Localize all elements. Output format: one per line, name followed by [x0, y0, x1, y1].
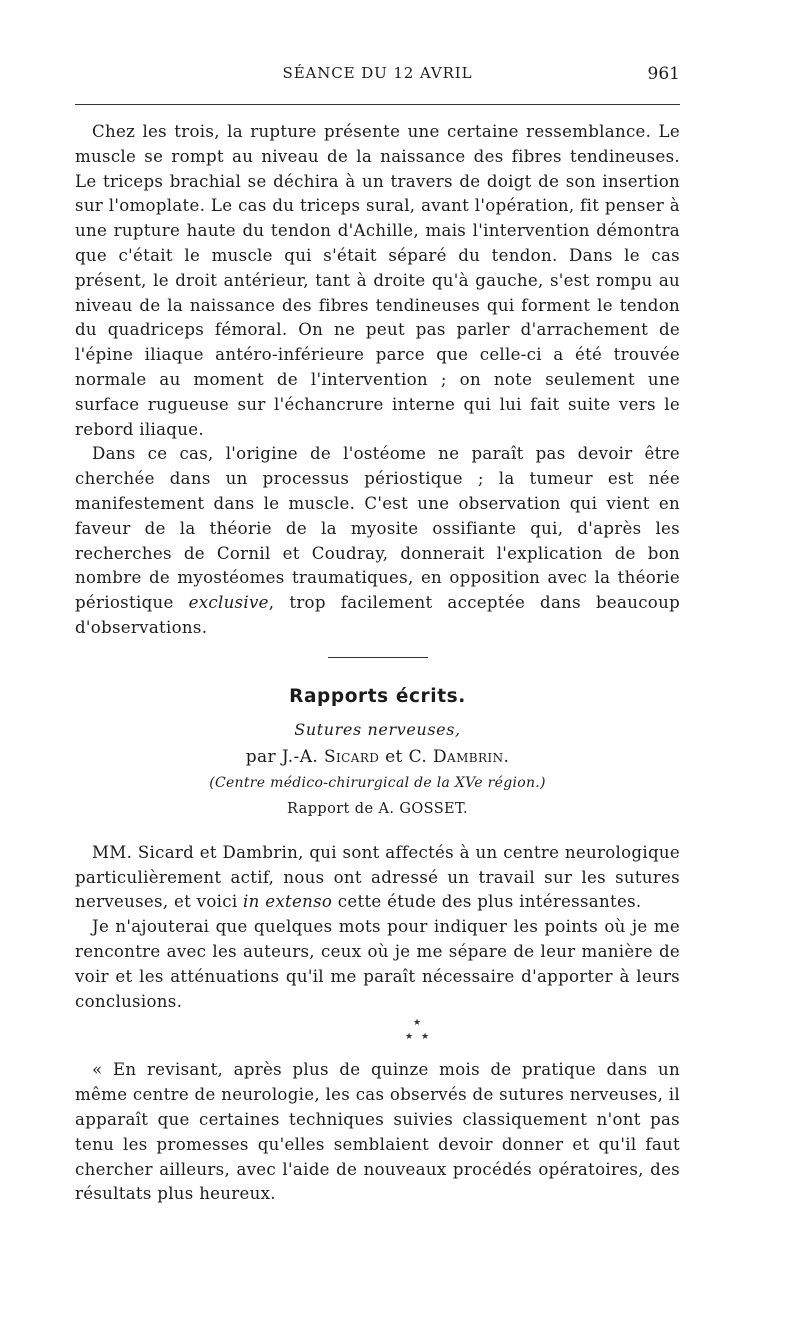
paragraph-osteome-end: , trop facilement acceptée dans beaucoup d'observations.	[75, 593, 680, 637]
authors-join: et C.	[379, 746, 433, 767]
paragraph-mm-text: MM. Sicard et Dambrin, qui sont affectés à un centre neurologique particulièrement actif, nous ont adressé un travail sur les sutures nerveuses, et voici	[75, 842, 680, 912]
emphasis-exclusive: exclusive	[188, 593, 269, 613]
header-rule	[75, 104, 680, 105]
paragraph-quotation: « En revisant, après plus de quinze mois de pratique dans un même centre de neurologie, les cas observés de sutures nerveuses, il apparaît que certaines techniques suivies classiquement n'ont pas tenu les promesses qu'elles semblaient devoir donner et qu'il faut chercher ailleurs, avec l'aide de nouveaux procédés opératoires, des résultats plus heureux.	[75, 1060, 680, 1204]
paragraph-ajouterai: Je n'ajouterai que quelques mots pour indiquer les points où je me rencontre avec les auteurs, ceux où je me sépare de leur manière de voir et les atténuations qu'il me paraît nécessaire d'apporter à leurs conclusions.	[75, 917, 680, 1011]
page-header	[75, 64, 680, 88]
paragraph-osteome-text: Dans ce cas, l'origine de l'ostéome ne paraît pas devoir être cherchée dans un processus périostique ; la tumeur est née manifestement dans le muscle. C'est une observation qui vient en faveur de la théorie de la myosite ossifiante qui, d'après les recherches de Cornil et Coudray, donnerait l'explication de bon nombre de myostéomes traumatiques, en opposition avec la théorie périostique	[75, 444, 680, 613]
paragraph-rupture: Chez les trois, la rupture présente une certaine ressemblance. Le muscle se rompt au niveau de la naissance des fibres tendineuses. Le triceps brachial se déchira à un travers de doigt de son insertion sur l'omoplate. Le cas du triceps sural, avant l'opération, fit penser à une rupture haute du tendon d'Achille, mais l'intervention démontra que c'était le muscle qui s'était séparé du tendon. Dans le cas présent, le droit antérieur, tant à droite qu'à gauche, s'est rompu au niveau de la naissance des fibres tendineuses qui forment le tendon du quadriceps fémoral. On ne peut pas parler d'arrachement de l'épine iliaque antéro-inférieure parce que celle-ci a été trouvée normale au moment de l'intervention ; on note seulement une surface rugueuse sur l'échancrure interne qui lui fait suite vers le rebord iliaque.	[75, 122, 680, 439]
report-byline: Rapport de A. GOSSET.	[287, 800, 468, 817]
asterism-star: ★	[421, 1032, 430, 1043]
section-title: Rapports écrits.	[289, 685, 466, 707]
page-number: 961	[647, 64, 680, 84]
article-authors	[75, 743, 680, 771]
author-dambrin: Dambrin.	[433, 746, 510, 767]
asterism-star: ★	[405, 1032, 414, 1043]
affiliation: (Centre médico-chirurgical de la XVe région.)	[209, 774, 546, 791]
paragraph-mm-end: cette étude des plus intéressantes.	[332, 892, 642, 912]
article-subtitle: Sutures nerveuses,	[294, 719, 461, 739]
paragraph-mm-sicard	[75, 841, 680, 915]
emphasis-in-extenso: in extenso	[243, 892, 333, 912]
body-text	[75, 120, 680, 1207]
section-separator	[328, 657, 428, 658]
authors-prefix: par J.-A.	[245, 746, 324, 767]
paragraph-osteome	[75, 442, 680, 640]
running-title: SÉANCE DU 12 AVRIL	[282, 64, 473, 82]
asterism	[75, 1018, 680, 1052]
author-sicard: Sicard	[323, 746, 380, 767]
asterism-star: ★	[413, 1018, 422, 1029]
